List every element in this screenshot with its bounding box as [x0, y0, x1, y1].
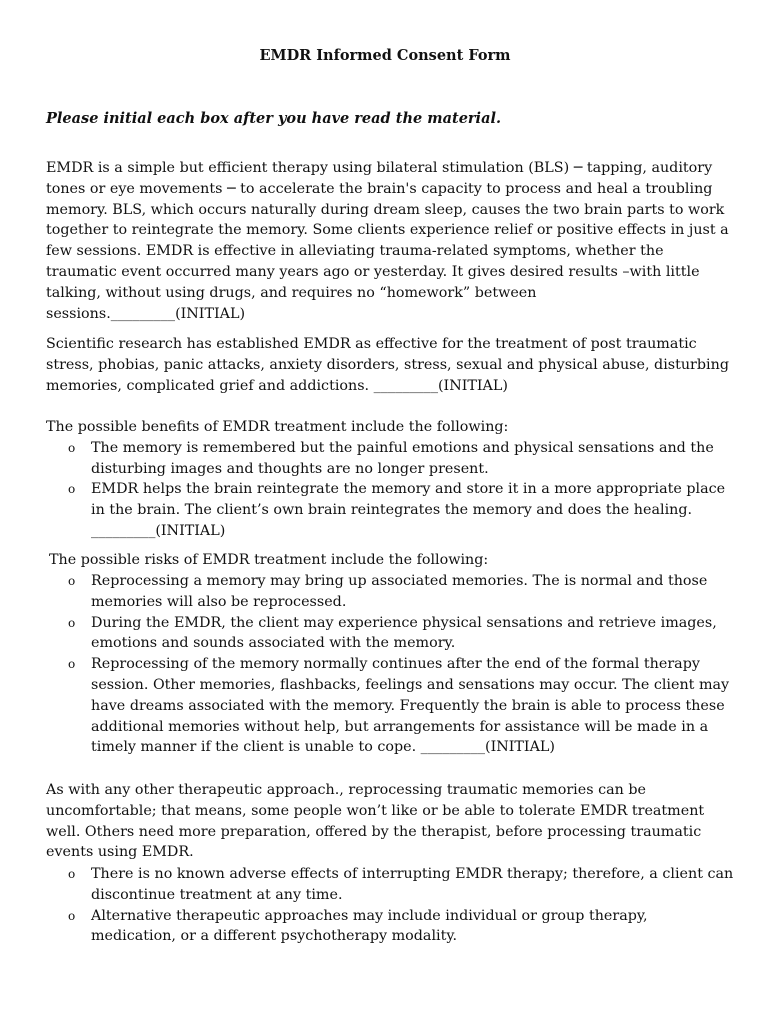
bullet-marker: o [68, 867, 76, 881]
list-item-text: Reprocessing a memory may bring up associated memories. The is normal and those memories will also be reprocessed. [91, 573, 708, 610]
tolerance-paragraph: As with any other therapeutic approach., reprocessing traumatic memories can be uncomfortable; that means, some people won’t like or be able to tolerate EMDR treatment well. Others need more preparation, offered by the therapist, before processing traumatic events using EMDR. [46, 782, 705, 861]
list-item [46, 654, 736, 758]
list-item [46, 479, 736, 541]
final-list [46, 864, 736, 947]
bullet-marker: o [68, 657, 76, 672]
bullet-marker: o [68, 574, 76, 588]
page-title: EMDR Informed Consent Form [259, 47, 511, 64]
final-section [46, 864, 736, 947]
list-item-text: During the EMDR, the client may experience physical sensations and retrieve images, emotions and sounds associated with the memory. [91, 614, 717, 652]
list-item [46, 864, 736, 906]
bullet-marker: o [68, 615, 76, 630]
research-section [46, 334, 736, 396]
research-paragraph: Scientific research has established EMDR as effective for the treatment of post traumatic stress, phobias, panic attacks, anxiety disorders, stress, sexual and physical abuse, disturbing memories, complicated grief and addictions. _________(INITIAL) [46, 336, 729, 394]
list-item [46, 438, 736, 480]
bullet-marker: o [68, 908, 76, 923]
list-item-text: EMDR helps the brain reintegrate the memory and store it in a more appropriate place in the brain. The client’s own brain reintegrates the memory and does the healing. _________(INITIAL) [91, 481, 726, 539]
list-item-text: There is no known adverse effects of interrupting EMDR therapy; therefore, a client can discontinue treatment at any time. [91, 866, 734, 903]
risks-list-section [46, 571, 736, 758]
bullet-marker: o [68, 482, 76, 497]
risks-list [46, 571, 736, 758]
tolerance-section [46, 780, 736, 863]
risks-heading: The possible risks of EMDR treatment include the following: [49, 552, 489, 568]
benefits-list [46, 438, 736, 542]
list-item [46, 571, 736, 613]
list-item [46, 906, 736, 948]
list-item-text: The memory is remembered but the painful emotions and physical sensations and the disturbing images and thoughts are no longer present. [91, 439, 714, 477]
instruction-text: Please initial each box after you have read the material. [46, 110, 502, 127]
risks-section [49, 550, 739, 571]
list-item-text: Alternative therapeutic approaches may include individual or group therapy, medication, or a different psychotherapy modality. [91, 907, 648, 945]
benefits-heading: The possible benefits of EMDR treatment include the following: [46, 419, 509, 435]
intro-section [46, 158, 736, 324]
benefits-section [46, 417, 736, 542]
list-item [46, 613, 736, 655]
list-item-text: Reprocessing of the memory normally continues after the end of the formal therapy session. Other memories, flashbacks, feelings and sensations may occur. The client may have dreams associated with the memory. Frequently the brain is able to process these additional memories without help, but arrangements for assistance will be made in a timely manner if the client is unable to cope. _________(INITIAL) [91, 656, 730, 756]
intro-paragraph: EMDR is a simple but efficient therapy using bilateral stimulation (BLS) ─ tapping, auditory tones or eye movements ─ to accelerate the brain's capacity to process and heal a troubling memory. BLS, which occurs naturally during dream sleep, causes the two brain parts to work together to reintegrate the memory. Some clients experience relief or positive effects in just a few sessions. EMDR is effective in alleviating trauma-related symptoms, whether the traumatic event occurred many years ago or yesterday. It gives desired results –with little talking, without using drugs, and requires no “homework” between sessions._________(INITIAL) [46, 160, 729, 322]
bullet-marker: o [68, 440, 76, 455]
